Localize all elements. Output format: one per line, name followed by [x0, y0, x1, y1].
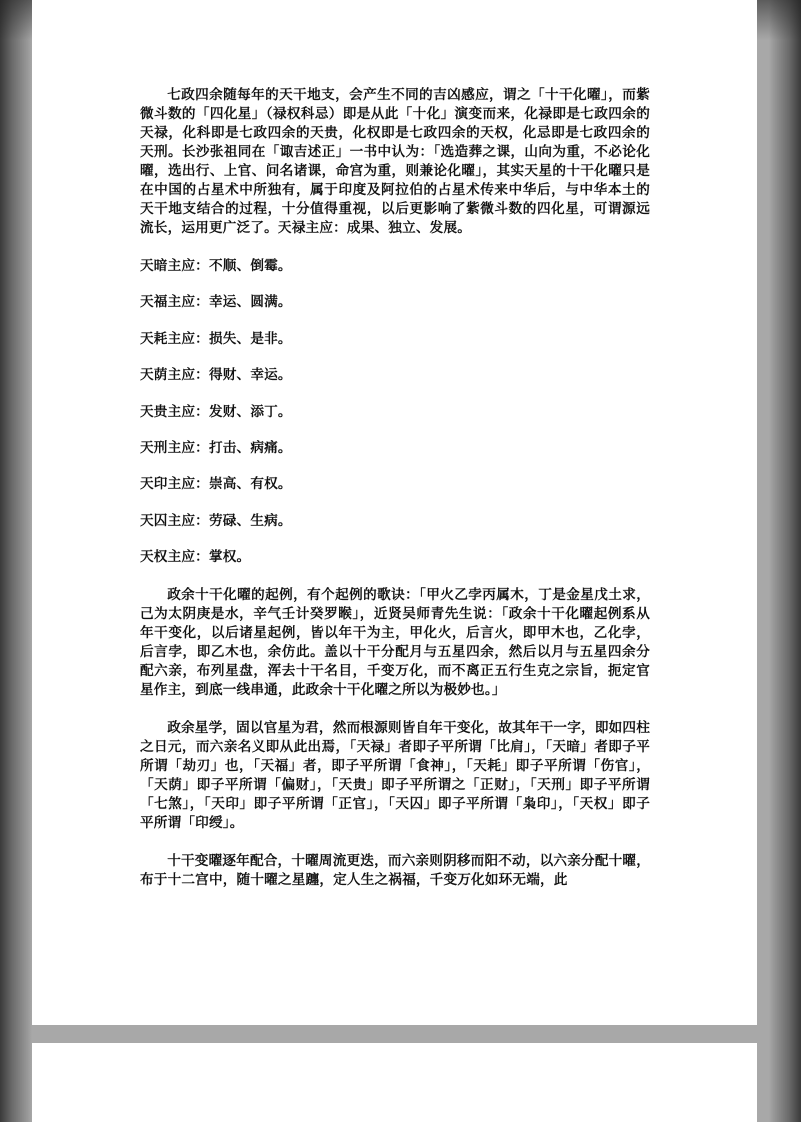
liuqin-paragraph: 政余星学，固以官星为君，然而根源则皆自年干变化，故其年干一字，即如四柱之日元，而六亲名义即从此出焉，「天禄」者即子平所谓「比肩」，「天暗」者即子平所谓「劫刃」也，「天福」者，即子平所谓「食神」，「天耗」即子平所谓「伤官」，「天荫」即子平所谓「偏财」，「天贵」即子平所谓之「正财」，「天刑」即子平所谓「七煞」，「天印」即子平所谓「正官」，「天囚」即子平所谓「枭印」，「天权」即子平所谓「印绶」。 [140, 720, 650, 832]
page-content [140, 86, 650, 909]
intro-paragraph: 七政四余随每年的天干地支，会产生不同的吉凶感应，谓之「十干化曜」，而紫微斗数的「四化星」（禄权科忌）即是从此「十化」演变而来，化禄即是七政四余的天禄，化科即是七政四余的天贵，化权即是七政四余的天权，化忌即是七政四余的天刑。长沙张祖同在「诹吉述正」一书中认为：「选造葬之课，山向为重，不必论化曜，选出行、上官、问名诸课，命宫为重，则兼论化曜」，其实天星的十干化曜只是在中国的占星术中所独有，属于印度及阿拉伯的占星术传来中华后，与中华本土的天干地支结合的过程，十分值得重视，以后更影响了紫微斗数的四化星，可谓源远流长，运用更广泛了。天禄主应：成果、独立、发展。 [140, 87, 650, 236]
list-item: 天暗主应：不顺、倒霉。 [140, 258, 292, 274]
closing-paragraph: 十干变曜逐年配合，十曜周流更迭，而六亲则阴移而阳不动，以六亲分配十曜，布于十二宫中，随十曜之星躔，定人生之祸福，千变万化如环无端，此 [140, 853, 650, 889]
list-item: 天耗主应：损失、是非。 [140, 330, 292, 347]
list-item: 天囚主应：劳碌、生病。 [140, 512, 292, 529]
list-item: 天福主应：幸运、圆满。 [140, 294, 292, 311]
document-page [32, 0, 757, 1025]
list-item: 天印主应：崇高、有权。 [140, 476, 292, 493]
next-page [32, 1043, 757, 1122]
list-item: 天权主应：掌权。 [140, 549, 251, 566]
qiyi-paragraph: 政余十干化曜的起例，有个起例的歌诀：「甲火乙孛丙属木，丁是金星戊土求，己为太阴庚是水，辛气壬计癸罗睺」，近贤吴师青先生说：「政余十干化曜起例系从年干变化，以后诸星起例，皆以年干为主，甲化火，后言火，即甲木也，乙化孛，后言孛，即乙木也，余仿此。盖以十干分配月与五星四余，然后以月与五星四余分配六亲，布列星盘，浑去十干名目，千变万化，而不离正五行生克之宗旨，扼定官星作主，到底一线串通，此政余十干化曜之所以为极妙也。」 [140, 587, 650, 699]
list-item: 天刑主应：打击、病痛。 [140, 439, 292, 456]
list-item: 天贵主应：发财、添丁。 [140, 403, 292, 420]
list-item: 天荫主应：得财、幸运。 [140, 367, 292, 384]
